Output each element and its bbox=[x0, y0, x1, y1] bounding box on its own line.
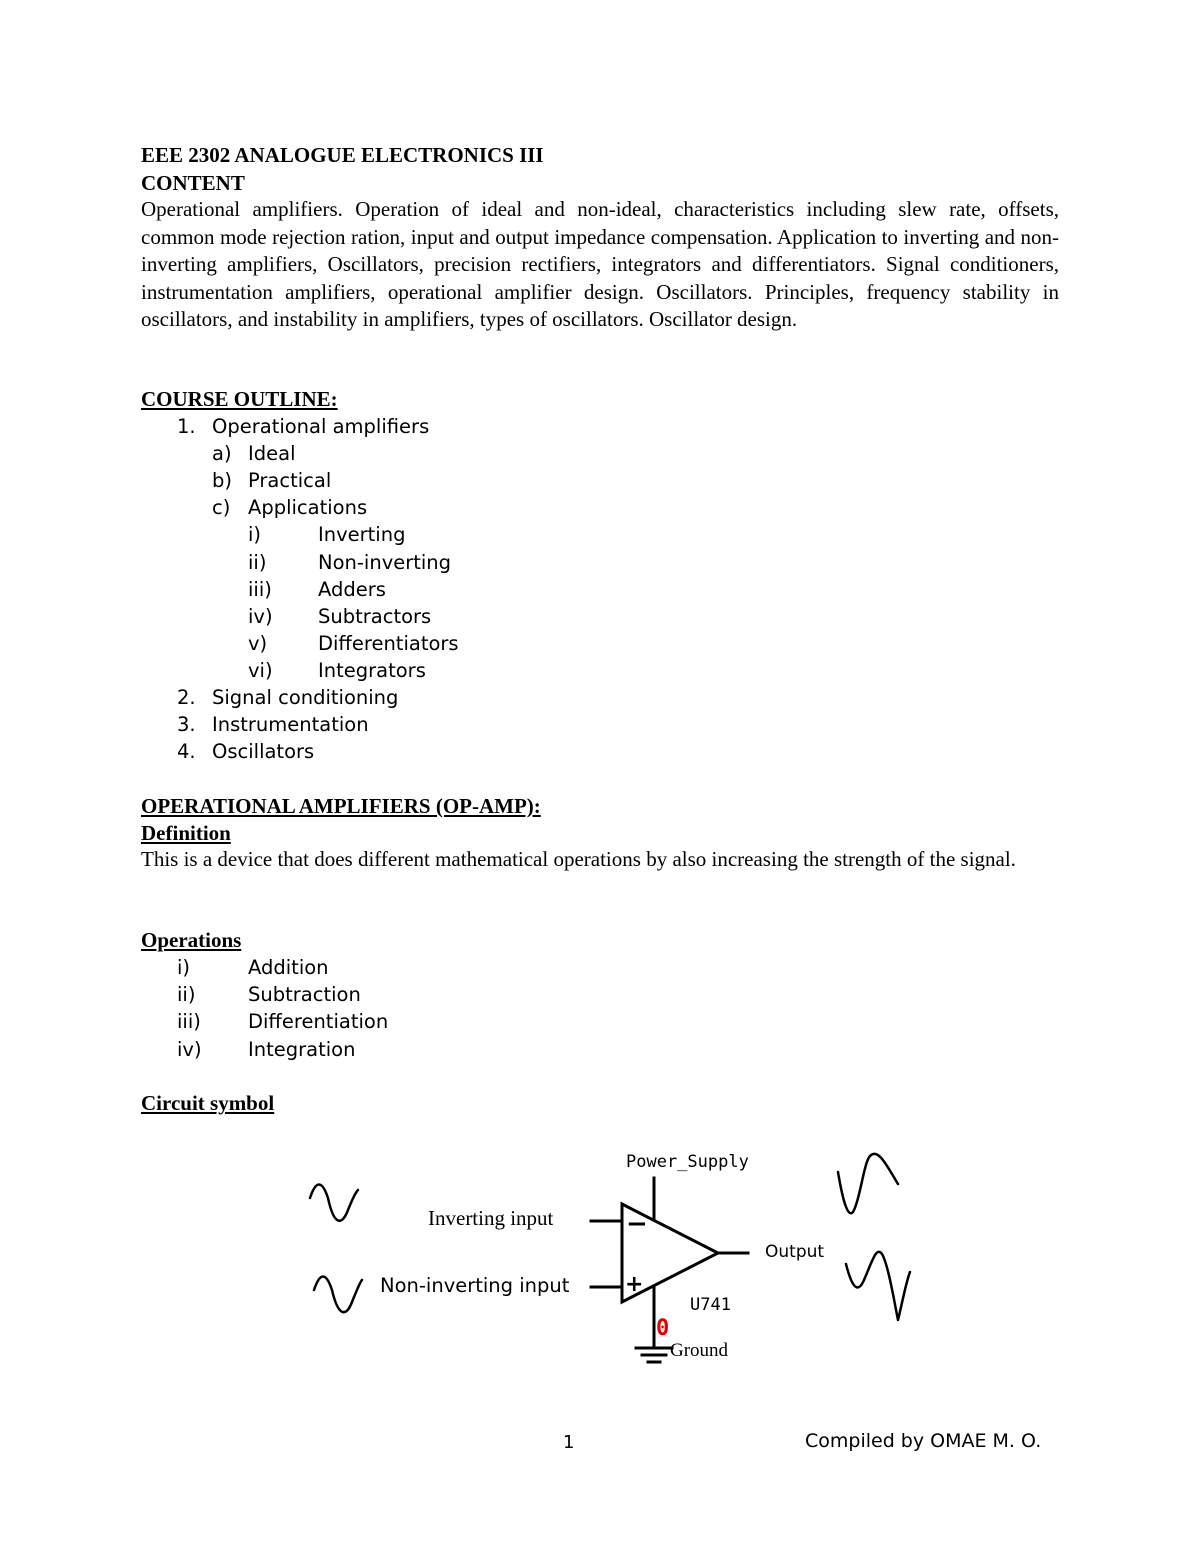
output-sine-wave-top bbox=[838, 1154, 898, 1213]
app-v-label: Differentiators bbox=[318, 632, 459, 655]
outline-item-1-num: 1. bbox=[177, 415, 196, 438]
ground-label: Ground bbox=[670, 1340, 729, 1361]
compiled-by: Compiled by OMAE M. O. bbox=[805, 1430, 1042, 1452]
app-ii-label: Non-inverting bbox=[318, 551, 452, 574]
operation-i-num: i) bbox=[177, 956, 191, 979]
plus-sign: + bbox=[625, 1272, 644, 1297]
operation-ii-num: ii) bbox=[177, 983, 196, 1006]
outline-sub-c-label: Applications bbox=[248, 496, 368, 519]
operation-iii-num: iii) bbox=[177, 1010, 201, 1033]
outline-sub-a-label: Ideal bbox=[248, 442, 296, 465]
app-ii-num: ii) bbox=[248, 551, 267, 574]
app-vi-num: vi) bbox=[248, 659, 273, 682]
output-label: Output bbox=[765, 1242, 825, 1262]
outline-item-4-label: Oscillators bbox=[212, 740, 315, 763]
app-vi-label: Integrators bbox=[318, 659, 426, 682]
content-heading: CONTENT bbox=[141, 171, 245, 195]
app-iii-num: iii) bbox=[248, 578, 272, 601]
course-outline-heading: COURSE OUTLINE: bbox=[141, 387, 338, 411]
part-label: U741 bbox=[690, 1295, 731, 1315]
content-paragraph: Operational amplifiers. Operation of ideal and non-ideal, characteristics including slew rate, offsets, common mode rejection ration, input and output impedance compensation. Application to inverting and non-inverting amplifiers, Oscillators, precision rectifiers, integrators and differentiators. Signal conditioners, instrumentation amplifiers, operational amplifier design. Oscillators. Principles, frequency stability in oscillators, and instability in amplifiers, types of oscillators. Oscillator design. bbox=[141, 197, 1059, 331]
outline-sub-b-num: b) bbox=[212, 469, 232, 492]
outline-sub-a-num: a) bbox=[212, 442, 232, 465]
outline-sub-b-label: Practical bbox=[248, 469, 332, 492]
page-number: 1 bbox=[563, 1432, 575, 1453]
outline-item-3-label: Instrumentation bbox=[212, 713, 369, 736]
opamp-circuit-diagram bbox=[290, 1140, 930, 1380]
noninverting-input-label: Non-inverting input bbox=[380, 1274, 570, 1297]
outline-item-1-label: Operational amplifiers bbox=[212, 415, 430, 438]
operation-ii-label: Subtraction bbox=[248, 983, 361, 1006]
operation-i-label: Addition bbox=[248, 956, 329, 979]
circuit-symbol-heading: Circuit symbol bbox=[141, 1091, 275, 1115]
outline-sub-c-num: c) bbox=[212, 496, 231, 519]
definition-heading: Definition bbox=[141, 821, 231, 845]
app-iv-num: iv) bbox=[248, 605, 273, 628]
noninverting-sine-wave bbox=[314, 1277, 362, 1313]
outline-item-4-num: 4. bbox=[177, 740, 196, 763]
app-iv-label: Subtractors bbox=[318, 605, 432, 628]
opamp-heading: OPERATIONAL AMPLIFIERS (OP-AMP): bbox=[141, 794, 541, 818]
definition-text: This is a device that does different mathematical operations by also increasing the strength of the signal. bbox=[141, 847, 1016, 871]
inverting-sine-wave bbox=[310, 1185, 358, 1221]
app-iii-label: Adders bbox=[318, 578, 386, 601]
output-sine-wave-bottom bbox=[846, 1252, 910, 1320]
course-title: EEE 2302 ANALOGUE ELECTRONICS III bbox=[141, 143, 544, 167]
outline-item-3-num: 3. bbox=[177, 713, 196, 736]
inverting-input-label: Inverting input bbox=[428, 1206, 554, 1230]
operation-iv-num: iv) bbox=[177, 1038, 202, 1061]
operation-iv-label: Integration bbox=[248, 1038, 356, 1061]
outline-item-2-num: 2. bbox=[177, 686, 196, 709]
app-i-label: Inverting bbox=[318, 523, 406, 546]
power-supply-label: Power_Supply bbox=[626, 1152, 749, 1172]
app-i-num: i) bbox=[248, 523, 262, 546]
operations-heading: Operations bbox=[141, 928, 242, 952]
app-v-num: v) bbox=[248, 632, 268, 655]
minus-sign: − bbox=[626, 1209, 648, 1239]
operation-iii-label: Differentiation bbox=[248, 1010, 389, 1033]
outline-item-2-label: Signal conditioning bbox=[212, 686, 399, 709]
node-label: 0 bbox=[656, 1316, 670, 1341]
